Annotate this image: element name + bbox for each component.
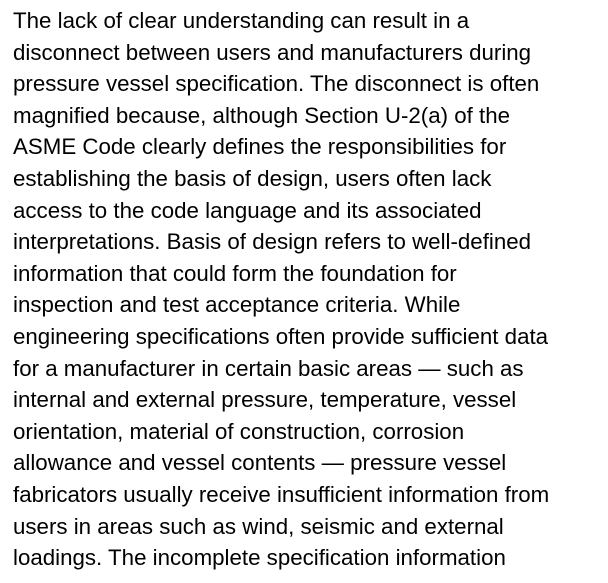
- text-line: pressure vessel specification. The disconnect is often: [13, 71, 540, 97]
- text-line: establishing the basis of design, users often lack: [13, 165, 492, 191]
- text-line: ASME Code clearly defines the responsibilities for: [13, 134, 507, 160]
- text-line: internal and external pressure, temperature, vessel: [13, 387, 517, 413]
- text-line: orientation, material of construction, corrosion: [13, 418, 465, 444]
- text-line: magnified because, although Section U-2(a) of the: [13, 102, 511, 128]
- text-line: engineering specifications often provide sufficient data: [13, 323, 549, 349]
- text-line: access to the code language and its associated: [13, 197, 482, 223]
- text-line: loadings. The incomplete specification information: [13, 545, 506, 571]
- text-line: inspection and test acceptance criteria. While: [13, 292, 461, 318]
- text-line: users in areas such as wind, seismic and external: [13, 513, 504, 539]
- body-paragraph: [13, 5, 607, 574]
- text-line: information that could form the foundation for: [13, 260, 457, 286]
- text-line: fabricators usually receive insufficient information from: [13, 481, 550, 507]
- text-line: interpretations. Basis of design refers to well-defined: [13, 229, 532, 255]
- text-line: disconnect between users and manufacturers during: [13, 39, 532, 65]
- text-line: The lack of clear understanding can result in a: [13, 8, 470, 33]
- text-line: allowance and vessel contents — pressure vessel: [13, 450, 507, 476]
- text-line: for a manufacturer in certain basic areas — such as: [13, 355, 524, 381]
